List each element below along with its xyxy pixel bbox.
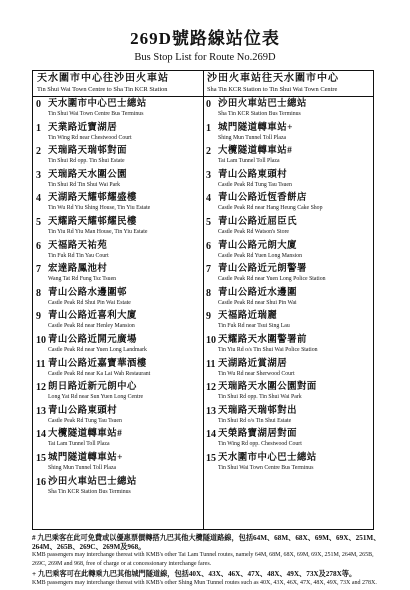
stop-row bbox=[203, 168, 374, 192]
stop-name-cn: 沙田火車站巴士總站 bbox=[218, 99, 307, 109]
stop-name-en: Tin Shui Wai Town Centre Bus Terminus bbox=[218, 464, 314, 471]
stop-name-cn: 天福路近瑞麗 bbox=[218, 311, 278, 322]
stop-name-cn: 青山公路近開元廣場 bbox=[48, 334, 137, 345]
stop-name-en: Long Yat Rd near Sun Yuen Long Centre bbox=[48, 394, 144, 401]
stop-row bbox=[203, 427, 374, 451]
stop-name-cn: 沙田火車站巴士總站 bbox=[48, 476, 137, 487]
stop-row bbox=[33, 121, 203, 145]
stop-row bbox=[33, 262, 203, 286]
stop-row bbox=[203, 309, 374, 333]
stop-name-cn: 天福路天祐苑 bbox=[48, 240, 108, 251]
stop-name-en: Sha Tin KCR Station Bus Terminus bbox=[218, 111, 301, 117]
stop-name-en: Tai Lam Tunnel Toll Plaza bbox=[48, 441, 110, 448]
stop-row bbox=[33, 286, 203, 310]
stop-number: 0 bbox=[36, 99, 41, 110]
stop-number: 12 bbox=[206, 382, 216, 394]
stop-name-cn: 天湖路近賞湖居 bbox=[218, 358, 288, 369]
footnote-hash-cn: # 九巴乘客在此可免費或以優惠票價轉搭九巴其他大欖隧道路線，包括64M、68M、68X、69M、69X、251M、264M、265B、269C、269M及968。 bbox=[32, 534, 381, 551]
stop-name-cn: 天耀路天水圍警署前 bbox=[218, 334, 307, 345]
stop-name-cn: 天榮路寶湖居對面 bbox=[218, 429, 298, 440]
stop-list-table bbox=[32, 70, 374, 530]
stop-name-cn: 青山公路近恆香餅店 bbox=[218, 193, 307, 204]
stop-row bbox=[203, 121, 374, 145]
stop-number: 7 bbox=[36, 264, 41, 276]
stop-name-cn: 青山公路東頭村 bbox=[218, 169, 288, 180]
stop-row bbox=[203, 451, 374, 475]
stop-name-cn: 天瑞路天瑞邨對出 bbox=[218, 405, 298, 416]
stop-row bbox=[203, 357, 374, 381]
stop-name-cn: 青山公路東頭村 bbox=[48, 405, 118, 416]
stop-name-cn: 大欖隧道轉車站# bbox=[48, 429, 123, 440]
stop-name-cn: 青山公路近元朗警署 bbox=[218, 264, 307, 275]
stop-number: 13 bbox=[206, 405, 216, 417]
stop-row bbox=[33, 309, 203, 333]
column-header bbox=[33, 71, 203, 97]
stop-number: 6 bbox=[206, 240, 211, 252]
stop-name-en: Castle Peak Rd Watson's Store bbox=[218, 228, 289, 235]
stop-row bbox=[203, 262, 374, 286]
stop-number: 2 bbox=[206, 146, 211, 158]
stop-row bbox=[33, 168, 203, 192]
stop-row bbox=[33, 475, 203, 499]
stop-name-cn: 城門隧道轉車站+ bbox=[218, 122, 293, 133]
stop-name-cn: 天水圍市中心巴士總站 bbox=[218, 452, 317, 463]
stop-list bbox=[203, 97, 374, 475]
stop-number: 8 bbox=[36, 287, 41, 299]
stop-name-en: Tin Shui Rd opp. Tin Shui Estate bbox=[48, 158, 125, 165]
stop-row bbox=[33, 380, 203, 404]
column-header-cn: 沙田火車站往天水圍市中心 bbox=[207, 73, 339, 84]
stop-name-cn: 青山公路近屈臣氏 bbox=[218, 216, 298, 227]
stop-number: 0 bbox=[206, 99, 211, 110]
stop-name-en: Tin Wu Rd near Sherwood Court bbox=[218, 370, 295, 377]
page-subtitle: Bus Stop List for Route No.269D bbox=[134, 52, 276, 63]
stop-name-en: Shing Mun Tunnel Toll Plaza bbox=[48, 464, 117, 471]
stop-name-cn: 天瑞路天水圍公園對面 bbox=[218, 382, 317, 393]
stop-number: 14 bbox=[206, 429, 216, 441]
stop-number: 15 bbox=[36, 452, 46, 464]
stop-number: 1 bbox=[206, 122, 211, 134]
stop-name-cn: 城門隧道轉車站+ bbox=[48, 452, 123, 463]
stop-name-en: Tin Yiu Rd o/s Tin Shui Wai Police Station bbox=[218, 346, 318, 353]
stop-row bbox=[33, 144, 203, 168]
stop-row bbox=[203, 144, 374, 168]
column-header-cn: 天水圍市中心往沙田火車站 bbox=[37, 73, 169, 84]
stop-name-en: Castle Peak Rd Tung Tau Tsuen bbox=[48, 417, 122, 424]
stop-name-en: Tin Yiu Rd Yiu Man House, Tin Yiu Estate bbox=[48, 228, 148, 235]
stop-name-en: Tin Shui Rd opp. Tin Shui Wai Park bbox=[218, 394, 302, 401]
stop-row bbox=[33, 215, 203, 239]
stop-name-cn: 天瑞路天水圍公園 bbox=[48, 169, 128, 180]
stop-number: 8 bbox=[206, 287, 211, 299]
stop-number: 9 bbox=[206, 311, 211, 323]
stop-name-en: Tin Shui Rd Tin Shui Wai Park bbox=[48, 181, 121, 188]
footnote-hash bbox=[32, 534, 382, 568]
stop-name-en: Wang Tat Rd Fung Tsz Tsuen bbox=[48, 276, 117, 283]
stop-name-cn: 宏達路鳳池村 bbox=[48, 264, 108, 275]
stop-number: 9 bbox=[36, 311, 41, 323]
stop-row bbox=[33, 404, 203, 428]
stop-row bbox=[33, 451, 203, 475]
stop-name-en: Castle Peak Rd near Hang Heung Cake Shop bbox=[218, 205, 323, 212]
stop-row bbox=[33, 333, 203, 357]
stop-number: 12 bbox=[36, 382, 46, 394]
stop-name-cn: 青山公路元朗大廈 bbox=[218, 240, 298, 251]
stop-name-cn: 青山公路水邊圍邨 bbox=[48, 287, 128, 298]
stop-number: 3 bbox=[206, 169, 211, 181]
stop-row bbox=[203, 239, 374, 263]
footnote-plus-cn: + 九巴乘客可在此轉乘九巴其他城門隧道線，包括40X、43X、46X、47X、48X、49X、73X及278X等。 bbox=[32, 570, 357, 579]
stop-number: 6 bbox=[36, 240, 41, 252]
stop-name-cn: 青山公路近嘉寶華酒樓 bbox=[48, 358, 147, 369]
column-header bbox=[203, 71, 374, 97]
stop-name-cn: 朗日路近新元朗中心 bbox=[48, 382, 137, 393]
stop-name-en: Castle Peak Rd near Shui Pin Wai bbox=[218, 299, 297, 306]
stop-number: 2 bbox=[36, 146, 41, 158]
stop-name-cn: 天水圍市中心巴士總站 bbox=[48, 99, 147, 109]
stop-name-en: Tin Wu Rd Yiu Shing House, Tin Yiu Estate bbox=[48, 205, 151, 212]
stop-row bbox=[33, 97, 203, 121]
stop-row bbox=[203, 380, 374, 404]
stop-name-en: Tin Fuk Rd near Tsui Sing Lau bbox=[218, 323, 290, 330]
stop-row bbox=[203, 191, 374, 215]
stop-name-en: Tin Wing Rd near Chestwood Court bbox=[48, 134, 132, 141]
stop-row bbox=[33, 191, 203, 215]
stop-row bbox=[203, 286, 374, 310]
stop-number: 3 bbox=[36, 169, 41, 181]
stop-row bbox=[203, 215, 374, 239]
stop-number: 7 bbox=[206, 264, 211, 276]
stop-row bbox=[203, 333, 374, 357]
stop-number: 4 bbox=[206, 193, 211, 205]
stop-name-cn: 天瑞路天瑞邨對面 bbox=[48, 146, 128, 157]
column-to-tin-shui-wai bbox=[203, 71, 374, 529]
stop-name-en: Castle Peak Rd near Ka Lai Wah Restaurant bbox=[48, 370, 151, 377]
stop-number: 10 bbox=[36, 334, 46, 346]
stop-list bbox=[33, 97, 203, 498]
stop-name-cn: 青山公路近水邊圍 bbox=[218, 287, 298, 298]
stop-row bbox=[33, 427, 203, 451]
stop-number: 11 bbox=[36, 358, 46, 370]
stop-name-en: Tin Shui Wai Town Centre Bus Terminus bbox=[48, 111, 144, 117]
stop-row bbox=[203, 97, 374, 121]
footnote-plus bbox=[32, 570, 382, 587]
stop-number: 1 bbox=[36, 122, 41, 134]
stop-number: 10 bbox=[206, 334, 216, 346]
stop-name-en: Shing Mun Tunnel Toll Plaza bbox=[218, 134, 287, 141]
stop-name-en: Castle Peak Rd Yuen Long Mansion bbox=[218, 252, 302, 259]
stop-name-cn: 天業路近寶湖居 bbox=[48, 122, 118, 133]
stop-name-en: Tin Shui Rd o/s Tin Shui Estate bbox=[218, 417, 292, 424]
footnotes bbox=[32, 534, 382, 590]
stop-number: 11 bbox=[206, 358, 216, 370]
stop-name-en: Castle Peak Rd near Yuen Long Landmark bbox=[48, 346, 147, 353]
stop-name-en: Castle Peak Rd near Henley Mansion bbox=[48, 323, 135, 330]
stop-name-cn: 天耀路天耀邨耀民樓 bbox=[48, 216, 137, 227]
stop-name-en: Castle Peak Rd Shui Pin Wai Estate bbox=[48, 299, 131, 306]
stop-name-en: Tin Wing Rd opp. Chestwood Court bbox=[218, 441, 302, 448]
column-header-en: Tin Shui Wai Town Centre to Sha Tin KCR Station bbox=[37, 86, 168, 93]
stop-number: 14 bbox=[36, 429, 46, 441]
stop-name-en: Tai Lam Tunnel Toll Plaza bbox=[218, 158, 280, 165]
stop-row bbox=[33, 357, 203, 381]
stop-number: 4 bbox=[36, 193, 41, 205]
stop-number: 5 bbox=[206, 216, 211, 228]
stop-name-cn: 青山公路近喜利大廈 bbox=[48, 311, 137, 322]
stop-number: 13 bbox=[36, 405, 46, 417]
stop-name-cn: 天湖路天耀邨耀盛樓 bbox=[48, 193, 137, 204]
column-to-sha-tin bbox=[33, 71, 204, 529]
column-header-en: Sha Tin KCR Station to Tin Shui Wai Town Centre bbox=[207, 86, 338, 93]
stop-name-en: Sha Tin KCR Station Bus Terminus bbox=[48, 488, 131, 495]
page-title: 269D號路線站位表 bbox=[130, 29, 280, 48]
stop-number: 15 bbox=[206, 452, 216, 464]
stop-name-en: Castle Peak Rd Tung Tau Tsuen bbox=[218, 181, 292, 188]
footnote-plus-en: KMB passengers may interchange thereat with KMB's other Shing Mun Tunnel routes such as 40X, 43X, 46X, 47X, 48X, 49X, 73X and 278X. bbox=[32, 579, 377, 586]
stop-name-en: Tin Fuk Rd Tin Yau Court bbox=[48, 252, 109, 259]
footnote-hash-en: KMB passengers may interchange thereat with KMB's other Tai Lam Tunnel routes, namely 64M, 68M, 68X, 69M, 69X, 251M, 264M, 265B, 269C, 269M and 968, free of charge or at concessionary interchange fares. bbox=[32, 552, 374, 567]
stop-number: 5 bbox=[36, 216, 41, 228]
stop-row bbox=[203, 404, 374, 428]
stop-number: 16 bbox=[36, 476, 46, 488]
stop-row bbox=[33, 239, 203, 263]
stop-name-cn: 大欖隧道轉車站# bbox=[218, 146, 293, 157]
stop-name-en: Castle Peak Rd near Yuen Long Police Station bbox=[218, 276, 326, 283]
